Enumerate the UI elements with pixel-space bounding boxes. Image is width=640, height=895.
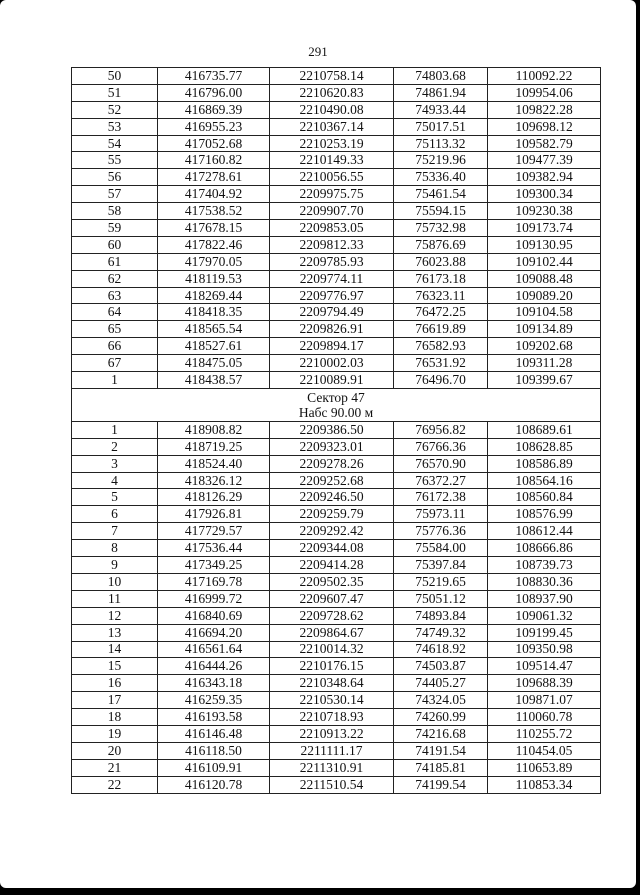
table-row bbox=[72, 455, 601, 472]
point-number-cell: 60 bbox=[72, 236, 158, 253]
local-x-cell: 74185.81 bbox=[394, 759, 488, 776]
point-number-cell: 52 bbox=[72, 101, 158, 118]
local-x-cell: 74933.44 bbox=[394, 101, 488, 118]
local-x-cell: 74861.94 bbox=[394, 84, 488, 101]
coord-x-cell: 417160.82 bbox=[158, 152, 270, 169]
local-y-cell: 109311.28 bbox=[488, 355, 601, 372]
point-number-cell: 20 bbox=[72, 742, 158, 759]
sector-title: Сектор 47 bbox=[307, 389, 365, 405]
table-row bbox=[72, 118, 601, 135]
local-x-cell: 75397.84 bbox=[394, 557, 488, 574]
table-row bbox=[72, 203, 601, 220]
coord-y-cell: 2209252.68 bbox=[270, 472, 394, 489]
point-number-cell: 56 bbox=[72, 169, 158, 186]
local-y-cell: 108576.99 bbox=[488, 506, 601, 523]
coord-x-cell: 416120.78 bbox=[158, 776, 270, 793]
table-row bbox=[72, 472, 601, 489]
coord-x-cell: 417169.78 bbox=[158, 573, 270, 590]
coord-x-cell: 418524.40 bbox=[158, 455, 270, 472]
local-x-cell: 76570.90 bbox=[394, 455, 488, 472]
sector-height: Набс 90.00 м bbox=[298, 404, 374, 420]
coord-y-cell: 2209386.50 bbox=[270, 421, 394, 438]
local-y-cell: 109399.67 bbox=[488, 372, 601, 389]
point-number-cell: 58 bbox=[72, 203, 158, 220]
coord-x-cell: 418269.44 bbox=[158, 287, 270, 304]
coord-y-cell: 2210253.19 bbox=[270, 135, 394, 152]
table-row bbox=[72, 658, 601, 675]
coord-y-cell: 2209774.11 bbox=[270, 270, 394, 287]
point-number-cell: 9 bbox=[72, 557, 158, 574]
local-y-cell: 109230.38 bbox=[488, 203, 601, 220]
point-number-cell: 1 bbox=[72, 421, 158, 438]
coord-x-cell: 417404.92 bbox=[158, 186, 270, 203]
coord-x-cell: 417538.52 bbox=[158, 203, 270, 220]
local-x-cell: 74618.92 bbox=[394, 641, 488, 658]
coord-y-cell: 2210089.91 bbox=[270, 372, 394, 389]
table-row bbox=[72, 169, 601, 186]
local-x-cell: 74749.32 bbox=[394, 624, 488, 641]
point-number-cell: 14 bbox=[72, 641, 158, 658]
coord-y-cell: 2209728.62 bbox=[270, 607, 394, 624]
table-row bbox=[72, 270, 601, 287]
page-number: 291 bbox=[308, 44, 328, 59]
point-number-cell: 21 bbox=[72, 759, 158, 776]
local-x-cell: 75051.12 bbox=[394, 590, 488, 607]
local-y-cell: 109688.39 bbox=[488, 675, 601, 692]
table-row bbox=[72, 253, 601, 270]
point-number-cell: 67 bbox=[72, 355, 158, 372]
local-y-cell: 109061.32 bbox=[488, 607, 601, 624]
coord-y-cell: 2211310.91 bbox=[270, 759, 394, 776]
local-y-cell: 109088.48 bbox=[488, 270, 601, 287]
local-x-cell: 75219.96 bbox=[394, 152, 488, 169]
local-y-cell: 109477.39 bbox=[488, 152, 601, 169]
local-x-cell: 75594.15 bbox=[394, 203, 488, 220]
local-y-cell: 109514.47 bbox=[488, 658, 601, 675]
coord-x-cell: 416796.00 bbox=[158, 84, 270, 101]
local-y-cell: 108937.90 bbox=[488, 590, 601, 607]
table-row bbox=[72, 421, 601, 438]
point-number-cell: 66 bbox=[72, 338, 158, 355]
local-x-cell: 76172.38 bbox=[394, 489, 488, 506]
coord-x-cell: 418119.53 bbox=[158, 270, 270, 287]
table-row bbox=[72, 287, 601, 304]
local-y-cell: 110255.72 bbox=[488, 725, 601, 742]
table-row bbox=[72, 675, 601, 692]
table-row bbox=[72, 135, 601, 152]
coord-x-cell: 416999.72 bbox=[158, 590, 270, 607]
local-y-cell: 108612.44 bbox=[488, 523, 601, 540]
local-y-cell: 110454.05 bbox=[488, 742, 601, 759]
coord-y-cell: 2209259.79 bbox=[270, 506, 394, 523]
table-row bbox=[72, 84, 601, 101]
local-y-cell: 109202.68 bbox=[488, 338, 601, 355]
point-number-cell: 64 bbox=[72, 304, 158, 321]
local-x-cell: 74405.27 bbox=[394, 675, 488, 692]
coord-x-cell: 417926.81 bbox=[158, 506, 270, 523]
point-number-cell: 10 bbox=[72, 573, 158, 590]
local-y-cell: 109350.98 bbox=[488, 641, 601, 658]
coord-y-cell: 2209894.17 bbox=[270, 338, 394, 355]
local-x-cell: 75017.51 bbox=[394, 118, 488, 135]
table-row bbox=[72, 489, 601, 506]
coord-x-cell: 416869.39 bbox=[158, 101, 270, 118]
coord-x-cell: 418126.29 bbox=[158, 489, 270, 506]
point-number-cell: 5 bbox=[72, 489, 158, 506]
local-y-cell: 109134.89 bbox=[488, 321, 601, 338]
local-x-cell: 76531.92 bbox=[394, 355, 488, 372]
local-x-cell: 76766.36 bbox=[394, 438, 488, 455]
local-x-cell: 76472.25 bbox=[394, 304, 488, 321]
local-y-cell: 108564.16 bbox=[488, 472, 601, 489]
local-x-cell: 76023.88 bbox=[394, 253, 488, 270]
coord-y-cell: 2209607.47 bbox=[270, 590, 394, 607]
local-x-cell: 75113.32 bbox=[394, 135, 488, 152]
coord-y-cell: 2209292.42 bbox=[270, 523, 394, 540]
point-number-cell: 4 bbox=[72, 472, 158, 489]
coord-y-cell: 2209794.49 bbox=[270, 304, 394, 321]
coord-y-cell: 2209907.70 bbox=[270, 203, 394, 220]
local-y-cell: 110653.89 bbox=[488, 759, 601, 776]
point-number-cell: 15 bbox=[72, 658, 158, 675]
coord-x-cell: 416561.64 bbox=[158, 641, 270, 658]
coord-y-cell: 2210149.33 bbox=[270, 152, 394, 169]
coord-x-cell: 418719.25 bbox=[158, 438, 270, 455]
local-x-cell: 76956.82 bbox=[394, 421, 488, 438]
local-x-cell: 74199.54 bbox=[394, 776, 488, 793]
coord-x-cell: 417349.25 bbox=[158, 557, 270, 574]
point-number-cell: 3 bbox=[72, 455, 158, 472]
coord-y-cell: 2210913.22 bbox=[270, 725, 394, 742]
coord-y-cell: 2209975.75 bbox=[270, 186, 394, 203]
local-y-cell: 108739.73 bbox=[488, 557, 601, 574]
coord-y-cell: 2209246.50 bbox=[270, 489, 394, 506]
local-x-cell: 74216.68 bbox=[394, 725, 488, 742]
table-row bbox=[72, 641, 601, 658]
point-number-cell: 18 bbox=[72, 709, 158, 726]
coord-x-cell: 416955.23 bbox=[158, 118, 270, 135]
coord-y-cell: 2210367.14 bbox=[270, 118, 394, 135]
coord-x-cell: 417678.15 bbox=[158, 220, 270, 237]
table-row bbox=[72, 506, 601, 523]
coord-y-cell: 2211111.17 bbox=[270, 742, 394, 759]
sector-header-cell bbox=[72, 388, 601, 421]
point-number-cell: 8 bbox=[72, 540, 158, 557]
coord-x-cell: 416840.69 bbox=[158, 607, 270, 624]
local-x-cell: 75461.54 bbox=[394, 186, 488, 203]
coord-y-cell: 2210348.64 bbox=[270, 675, 394, 692]
coord-y-cell: 2209278.26 bbox=[270, 455, 394, 472]
coord-y-cell: 2209864.67 bbox=[270, 624, 394, 641]
coord-x-cell: 416146.48 bbox=[158, 725, 270, 742]
table-row bbox=[72, 573, 601, 590]
local-x-cell: 76582.93 bbox=[394, 338, 488, 355]
coord-y-cell: 2210620.83 bbox=[270, 84, 394, 101]
local-y-cell: 109954.06 bbox=[488, 84, 601, 101]
point-number-cell: 7 bbox=[72, 523, 158, 540]
point-number-cell: 6 bbox=[72, 506, 158, 523]
local-x-cell: 76619.89 bbox=[394, 321, 488, 338]
table-row bbox=[72, 776, 601, 793]
local-x-cell: 74324.05 bbox=[394, 692, 488, 709]
local-y-cell: 109582.79 bbox=[488, 135, 601, 152]
coord-y-cell: 2210002.03 bbox=[270, 355, 394, 372]
point-number-cell: 55 bbox=[72, 152, 158, 169]
point-number-cell: 57 bbox=[72, 186, 158, 203]
local-y-cell: 109871.07 bbox=[488, 692, 601, 709]
coord-x-cell: 418438.57 bbox=[158, 372, 270, 389]
table-row bbox=[72, 236, 601, 253]
coord-y-cell: 2210490.08 bbox=[270, 101, 394, 118]
coord-x-cell: 416118.50 bbox=[158, 742, 270, 759]
local-x-cell: 75336.40 bbox=[394, 169, 488, 186]
coord-x-cell: 417536.44 bbox=[158, 540, 270, 557]
local-y-cell: 108689.61 bbox=[488, 421, 601, 438]
local-x-cell: 76173.18 bbox=[394, 270, 488, 287]
point-number-cell: 1 bbox=[72, 372, 158, 389]
coord-x-cell: 418418.35 bbox=[158, 304, 270, 321]
coord-y-cell: 2209344.08 bbox=[270, 540, 394, 557]
local-y-cell: 108560.84 bbox=[488, 489, 601, 506]
table-row bbox=[72, 304, 601, 321]
local-x-cell: 74260.99 bbox=[394, 709, 488, 726]
coord-y-cell: 2210530.14 bbox=[270, 692, 394, 709]
coord-y-cell: 2209414.28 bbox=[270, 557, 394, 574]
point-number-cell: 51 bbox=[72, 84, 158, 101]
point-number-cell: 2 bbox=[72, 438, 158, 455]
table-body-upper bbox=[72, 68, 601, 389]
coord-x-cell: 417822.46 bbox=[158, 236, 270, 253]
local-y-cell: 108830.36 bbox=[488, 573, 601, 590]
point-number-cell: 59 bbox=[72, 220, 158, 237]
point-number-cell: 22 bbox=[72, 776, 158, 793]
local-y-cell: 108586.89 bbox=[488, 455, 601, 472]
local-y-cell: 110060.78 bbox=[488, 709, 601, 726]
coord-y-cell: 2209812.33 bbox=[270, 236, 394, 253]
local-y-cell: 109822.28 bbox=[488, 101, 601, 118]
local-y-cell: 109173.74 bbox=[488, 220, 601, 237]
coord-x-cell: 418326.12 bbox=[158, 472, 270, 489]
table-row bbox=[72, 725, 601, 742]
table-body-lower bbox=[72, 421, 601, 793]
table-row bbox=[72, 692, 601, 709]
table-row bbox=[72, 523, 601, 540]
coord-y-cell: 2209323.01 bbox=[270, 438, 394, 455]
coord-x-cell: 416694.20 bbox=[158, 624, 270, 641]
local-x-cell: 75219.65 bbox=[394, 573, 488, 590]
table-row bbox=[72, 759, 601, 776]
local-x-cell: 76496.70 bbox=[394, 372, 488, 389]
local-y-cell: 108628.85 bbox=[488, 438, 601, 455]
point-number-cell: 19 bbox=[72, 725, 158, 742]
coord-y-cell: 2209776.97 bbox=[270, 287, 394, 304]
local-x-cell: 76372.27 bbox=[394, 472, 488, 489]
table-row bbox=[72, 540, 601, 557]
local-y-cell: 110853.34 bbox=[488, 776, 601, 793]
table-row bbox=[72, 338, 601, 355]
coord-y-cell: 2210758.14 bbox=[270, 68, 394, 85]
table-row bbox=[72, 186, 601, 203]
coord-x-cell: 416343.18 bbox=[158, 675, 270, 692]
table-row bbox=[72, 68, 601, 85]
table-row bbox=[72, 101, 601, 118]
local-y-cell: 109698.12 bbox=[488, 118, 601, 135]
local-y-cell: 109102.44 bbox=[488, 253, 601, 270]
table-row bbox=[72, 557, 601, 574]
table-row bbox=[72, 355, 601, 372]
local-x-cell: 76323.11 bbox=[394, 287, 488, 304]
coord-x-cell: 416735.77 bbox=[158, 68, 270, 85]
coord-x-cell: 417970.05 bbox=[158, 253, 270, 270]
point-number-cell: 61 bbox=[72, 253, 158, 270]
coord-y-cell: 2209785.93 bbox=[270, 253, 394, 270]
coord-y-cell: 2209502.35 bbox=[270, 573, 394, 590]
table-row bbox=[72, 438, 601, 455]
coord-y-cell: 2209853.05 bbox=[270, 220, 394, 237]
table-row bbox=[72, 709, 601, 726]
point-number-cell: 17 bbox=[72, 692, 158, 709]
coord-x-cell: 416444.26 bbox=[158, 658, 270, 675]
table-row bbox=[72, 607, 601, 624]
table-row bbox=[72, 624, 601, 641]
local-x-cell: 75732.98 bbox=[394, 220, 488, 237]
table-row bbox=[72, 321, 601, 338]
local-x-cell: 75776.36 bbox=[394, 523, 488, 540]
coord-x-cell: 416109.91 bbox=[158, 759, 270, 776]
point-number-cell: 63 bbox=[72, 287, 158, 304]
local-y-cell: 109300.34 bbox=[488, 186, 601, 203]
table-row bbox=[72, 590, 601, 607]
local-y-cell: 109089.20 bbox=[488, 287, 601, 304]
coord-x-cell: 417052.68 bbox=[158, 135, 270, 152]
local-y-cell: 109382.94 bbox=[488, 169, 601, 186]
local-x-cell: 74191.54 bbox=[394, 742, 488, 759]
coord-x-cell: 416193.58 bbox=[158, 709, 270, 726]
sector-header-body bbox=[72, 388, 601, 421]
point-number-cell: 12 bbox=[72, 607, 158, 624]
coord-x-cell: 418565.54 bbox=[158, 321, 270, 338]
sector-header-row bbox=[72, 388, 601, 421]
coord-y-cell: 2211510.54 bbox=[270, 776, 394, 793]
local-x-cell: 74893.84 bbox=[394, 607, 488, 624]
local-y-cell: 109199.45 bbox=[488, 624, 601, 641]
local-x-cell: 75973.11 bbox=[394, 506, 488, 523]
point-number-cell: 50 bbox=[72, 68, 158, 85]
local-x-cell: 74803.68 bbox=[394, 68, 488, 85]
point-number-cell: 54 bbox=[72, 135, 158, 152]
coord-y-cell: 2210014.32 bbox=[270, 641, 394, 658]
coord-x-cell: 418475.05 bbox=[158, 355, 270, 372]
local-x-cell: 75876.69 bbox=[394, 236, 488, 253]
coord-y-cell: 2210176.15 bbox=[270, 658, 394, 675]
coordinates-table bbox=[71, 67, 601, 794]
table-row bbox=[72, 372, 601, 389]
local-y-cell: 110092.22 bbox=[488, 68, 601, 85]
local-y-cell: 109130.95 bbox=[488, 236, 601, 253]
local-x-cell: 74503.87 bbox=[394, 658, 488, 675]
point-number-cell: 16 bbox=[72, 675, 158, 692]
coord-x-cell: 417729.57 bbox=[158, 523, 270, 540]
point-number-cell: 53 bbox=[72, 118, 158, 135]
point-number-cell: 65 bbox=[72, 321, 158, 338]
table-row bbox=[72, 152, 601, 169]
coord-y-cell: 2210056.55 bbox=[270, 169, 394, 186]
point-number-cell: 62 bbox=[72, 270, 158, 287]
local-y-cell: 108666.86 bbox=[488, 540, 601, 557]
table-row bbox=[72, 220, 601, 237]
local-y-cell: 109104.58 bbox=[488, 304, 601, 321]
point-number-cell: 13 bbox=[72, 624, 158, 641]
table-row bbox=[72, 742, 601, 759]
coord-x-cell: 418908.82 bbox=[158, 421, 270, 438]
coord-x-cell: 417278.61 bbox=[158, 169, 270, 186]
point-number-cell: 11 bbox=[72, 590, 158, 607]
coord-x-cell: 416259.35 bbox=[158, 692, 270, 709]
coord-x-cell: 418527.61 bbox=[158, 338, 270, 355]
local-x-cell: 75584.00 bbox=[394, 540, 488, 557]
coord-y-cell: 2209826.91 bbox=[270, 321, 394, 338]
coord-y-cell: 2210718.93 bbox=[270, 709, 394, 726]
